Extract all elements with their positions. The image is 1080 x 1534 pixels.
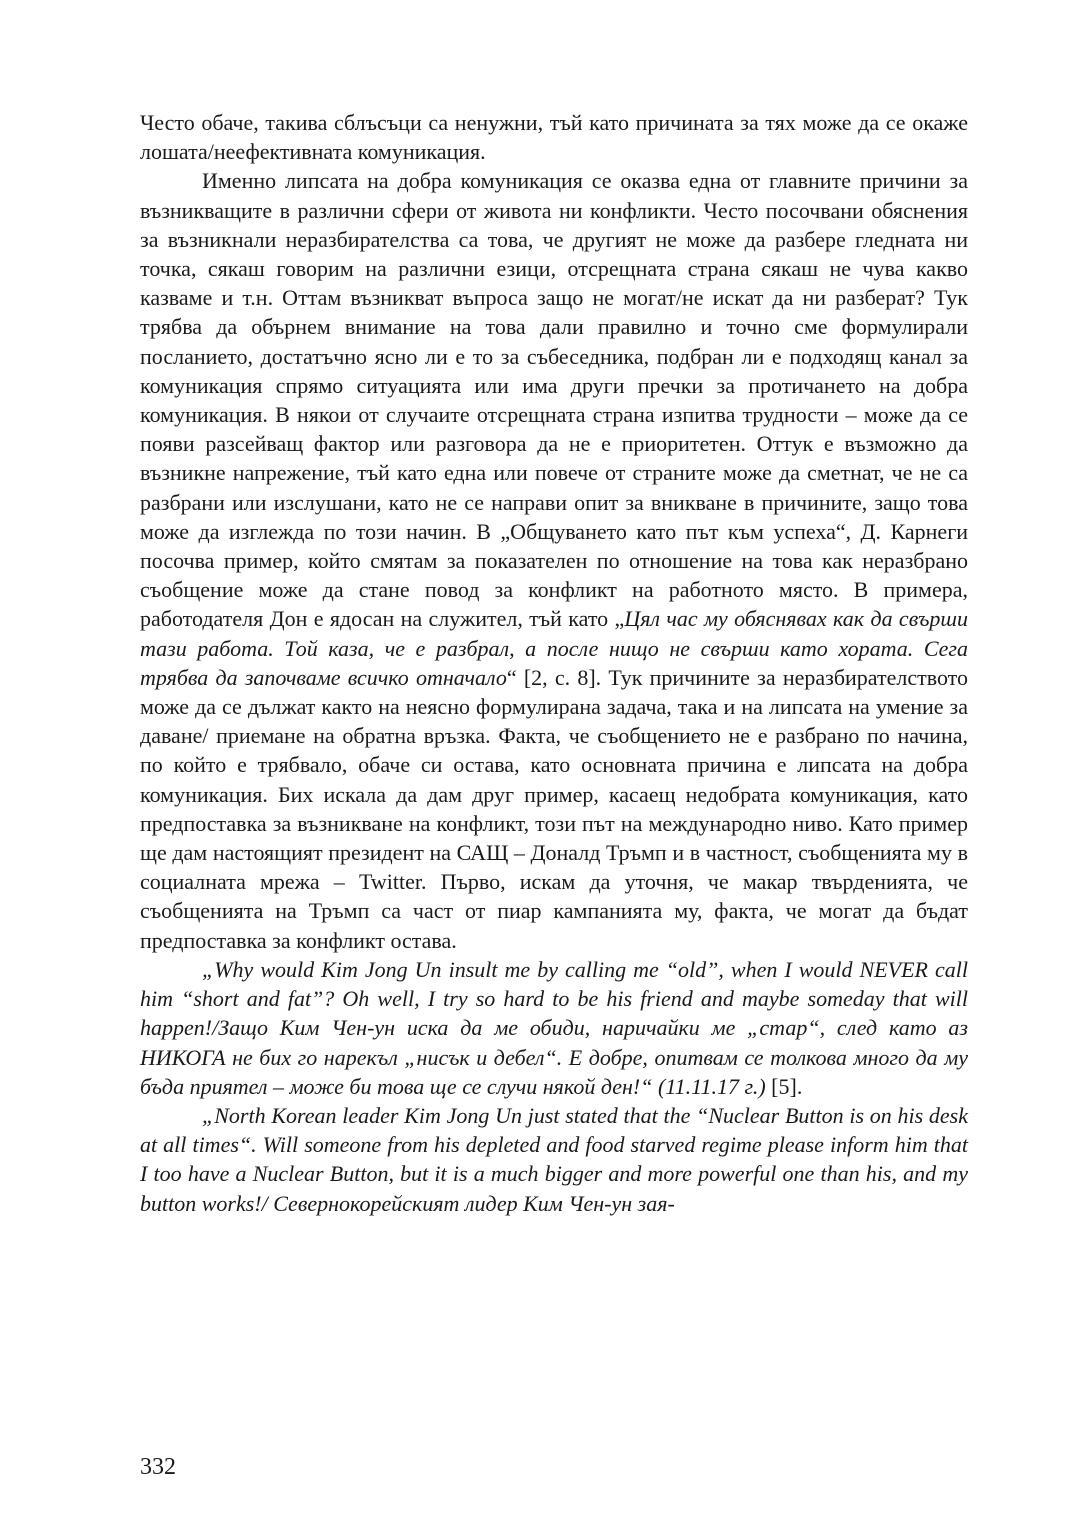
- paragraph-2: [140, 166, 968, 954]
- paragraph-3: [140, 955, 968, 1101]
- paragraph-3-citation: [5].: [765, 1073, 803, 1099]
- paragraph-3-quote: „Why would Kim Jong Un insult me by calling me “old”, when I would NEVER call him “short and fat”? Oh well, I try so hard to be his friend and maybe someday that will happen!/Защо Ким Чен-ун иска да ме обиди, наричайки ме „стар“, след като аз НИКОГА не бих го нарекъл „нисък и дебел“. Е добре, опитвам се толкова много да му бъда приятел – може би това ще се случи някой ден!“ (11.11.17 г.): [140, 956, 968, 1099]
- page-body: [140, 108, 968, 1218]
- paragraph-2-text-end: “ [2, с. 8]. Тук причините за неразбирателството може да се дължат както на неясно формулирана задача, така и на липсата на умение за даване/ приемане на обратна връзка. Факта, че съобщението не е разбрано по начина, по който е трябвало, обаче си остава, като основната причина е липсата на добра комуникация. Бих искала да дам друг пример, касаещ недобрата комуникация, като предпоставка за възникване на конфликт, този път на международно ниво. Като пример ще дам настоящият президент на САЩ – Доналд Тръмп и в частност, съобщенията му в социалната мрежа – Twitter. Първо, искам да уточня, че макар твърденията, че съобщенията на Тръмп са част от пиар кампанията му, факта, че могат да бъдат предпоставка за конфликт остава.: [140, 664, 968, 953]
- paragraph-4: [140, 1101, 968, 1218]
- page-number: 332: [140, 1454, 176, 1480]
- paragraph-2-quote: Цял час му обяснявах как да свърши тази работа. Той каза, че е разбрал, а после нищо не свърши като хората. Сега трябва да започваме всичко отначало: [140, 606, 968, 690]
- paragraph-4-quote: „North Korean leader Kim Jong Un just stated that the “Nuclear Button is on his desk at all times“. Will someone from his depleted and food starved regime please inform him that I too have a Nuclear Button, but it is a much bigger and more powerful one than his, and my button works!/ Севернокорейският лидер Ким Чен-ун зая-: [140, 1102, 968, 1216]
- paragraph-1-text: Често обаче, такива сблъсъци са ненужни, тъй като причината за тях може да се окаже лошата/неефективната комуникация.: [140, 110, 968, 165]
- paragraph-2-text-start: Именно липсата на добра комуникация се оказва една от главните причини за възникващите в различни сфери от живота ни конфликти. Често посочвани обяснения за възникнали неразбирателства са това, че другият не може да разбере гледната ни точка, сякаш говорим на различни езици, отсрещната страна сякаш не чува какво казваме и т.н. Оттам възникват въпроса защо не могат/не искат да ни разберат? Тук трябва да обърнем внимание на това дали правилно и точно сме формулирали посланието, достатъчно ясно ли е то за събеседника, подбран ли е подходящ канал за комуникация спрямо ситуацията или има други пречки за протичането на добра комуникация. В някои от случаите отсрещната страна изпитва трудности – може да се появи разсейващ фактор или разговора да не е приоритетен. Оттук е възможно да възникне напрежение, тъй като една или повече от страните може да сметнат, че не са разбрани или изслушани, като не се направи опит за вникване в причините, защо това може да изглежда по този начин. В „Общуването като път към успеха“, Д. Карнеги посочва пример, който смятам за показателен по отношение на това как неразбрано съобщение може да стане повод за конфликт на работното място. В примера, работодателя Дон е ядосан на служител, тъй като „: [140, 168, 968, 632]
- paragraph-1: [140, 108, 968, 166]
